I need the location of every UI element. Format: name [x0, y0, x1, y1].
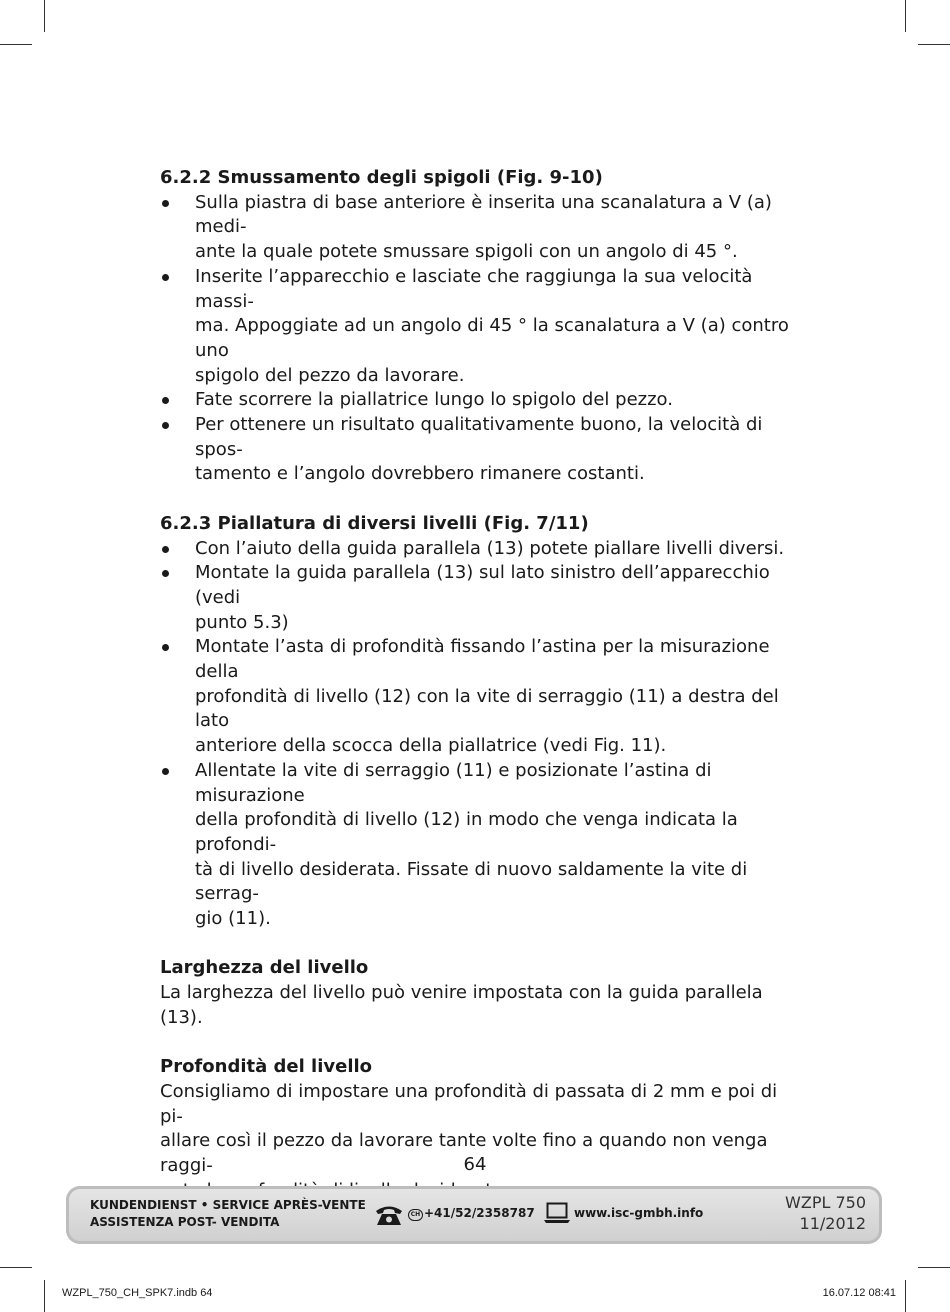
bullet-icon	[162, 570, 169, 577]
list-item-text: Per ottenere un risultato qualitativamente buono, la velocità di spos- tamento e l’angolo dovrebbero rimanere costanti.	[195, 414, 763, 485]
list-item-text: Allentate la vite di serraggio (11) e posizionate l’astina di misurazione della profondità di livello (12) in modo che venga indicata la profondi- tà di livello desiderata. Fissate di nuovo saldamente la vite di serrag- gio (11).	[195, 759, 748, 930]
section-heading: 6.2.2 Smussamento degli spigoli (Fig. 9-10)	[160, 167, 603, 188]
crop-mark	[918, 1267, 950, 1268]
list-item	[160, 537, 790, 562]
bullet-icon	[162, 546, 169, 553]
page-number: 64	[463, 1154, 487, 1175]
page-content	[160, 166, 790, 1203]
crop-mark	[905, 0, 906, 32]
bullet-icon	[162, 200, 169, 207]
paragraph: Consigliamo di impostare una profondità di passata di 2 mm e poi di pi- allare così il pezzo da lavorare tante volte fino a quando non venga raggi-	[160, 1080, 778, 1177]
crop-mark	[905, 1280, 906, 1312]
list-item	[160, 561, 790, 635]
phone-number: +41/52/2358787	[424, 1206, 535, 1220]
country-badge: CH	[408, 1209, 423, 1221]
model-name: WZPL 750	[785, 1193, 866, 1212]
list-item-text: Con l’aiuto della guida parallela (13) potete piallare livelli diversi.	[195, 537, 785, 559]
service-label	[90, 1197, 366, 1231]
list-item-text: Montate l’asta di profondità fissando l’astina per la misurazione della profondità di livello (12) con la vite di serraggio (11) a destra del lato anteriore della scocca della piallatrice (vedi Fig. 11).	[195, 636, 779, 757]
list-item	[160, 191, 790, 265]
section-heading: 6.2.3 Piallatura di diversi livelli (Fig. 7/11)	[160, 512, 589, 534]
model-date: 11/2012	[799, 1214, 866, 1233]
website-link[interactable]: www.isc-gmbh.info	[574, 1206, 704, 1220]
list-item-text: Sulla piastra di base anteriore è inserita una scanalatura a V (a) medi- ante la quale potete smussare spigoli con un angolo di 45 °.	[195, 191, 772, 263]
list-item	[160, 635, 790, 759]
crop-mark	[44, 1280, 45, 1312]
list-item-text: Montate la guida parallela (13) sul lato sinistro dell’apparecchio (vedi punto 5.3)	[195, 562, 770, 633]
slug-timestamp: 16.07.12 08:41	[822, 1287, 896, 1299]
subheading: Profondità del livello	[160, 1056, 373, 1078]
list-item	[160, 413, 790, 487]
bullet-icon	[162, 274, 169, 281]
list-item-text: Fate scorrere la piallatrice lungo lo spigolo del pezzo.	[195, 389, 673, 411]
bullet-list	[160, 537, 790, 932]
crop-mark	[44, 0, 45, 32]
bullet-icon	[162, 644, 169, 651]
section-chamfering	[160, 166, 790, 487]
model-info	[785, 1192, 866, 1234]
section-width	[160, 956, 790, 1030]
bullet-icon	[162, 422, 169, 429]
service-footer	[66, 1186, 882, 1244]
list-item	[160, 759, 790, 932]
list-item	[160, 388, 790, 413]
crop-mark	[0, 44, 32, 45]
section-rebating	[160, 512, 790, 932]
bullet-list	[160, 191, 790, 487]
service-line-1: KUNDENDIENST • SERVICE APRÈS-VENTE	[90, 1198, 366, 1212]
list-item-text: Inserite l’apparecchio e lasciate che raggiunga la sua velocità massi- ma. Appoggiate ad un angolo di 45 ° la scanalatura a V (a) contro uno spigolo del pezzo da lavorare.	[195, 265, 789, 386]
phone-icon	[374, 1204, 404, 1226]
slug-file: WZPL_750_CH_SPK7.indb 64	[62, 1287, 213, 1299]
bullet-icon	[162, 397, 169, 404]
bullet-icon	[162, 768, 169, 775]
subheading: Larghezza del livello	[160, 957, 369, 979]
section-depth	[160, 1055, 790, 1203]
crop-mark	[918, 44, 950, 45]
list-item	[160, 265, 790, 389]
crop-mark	[0, 1267, 32, 1268]
service-line-2: ASSISTENZA POST- VENDITA	[90, 1215, 280, 1229]
laptop-icon	[544, 1202, 570, 1224]
paragraph: La larghezza del livello può venire impostata con la guida parallela (13).	[160, 982, 763, 1028]
